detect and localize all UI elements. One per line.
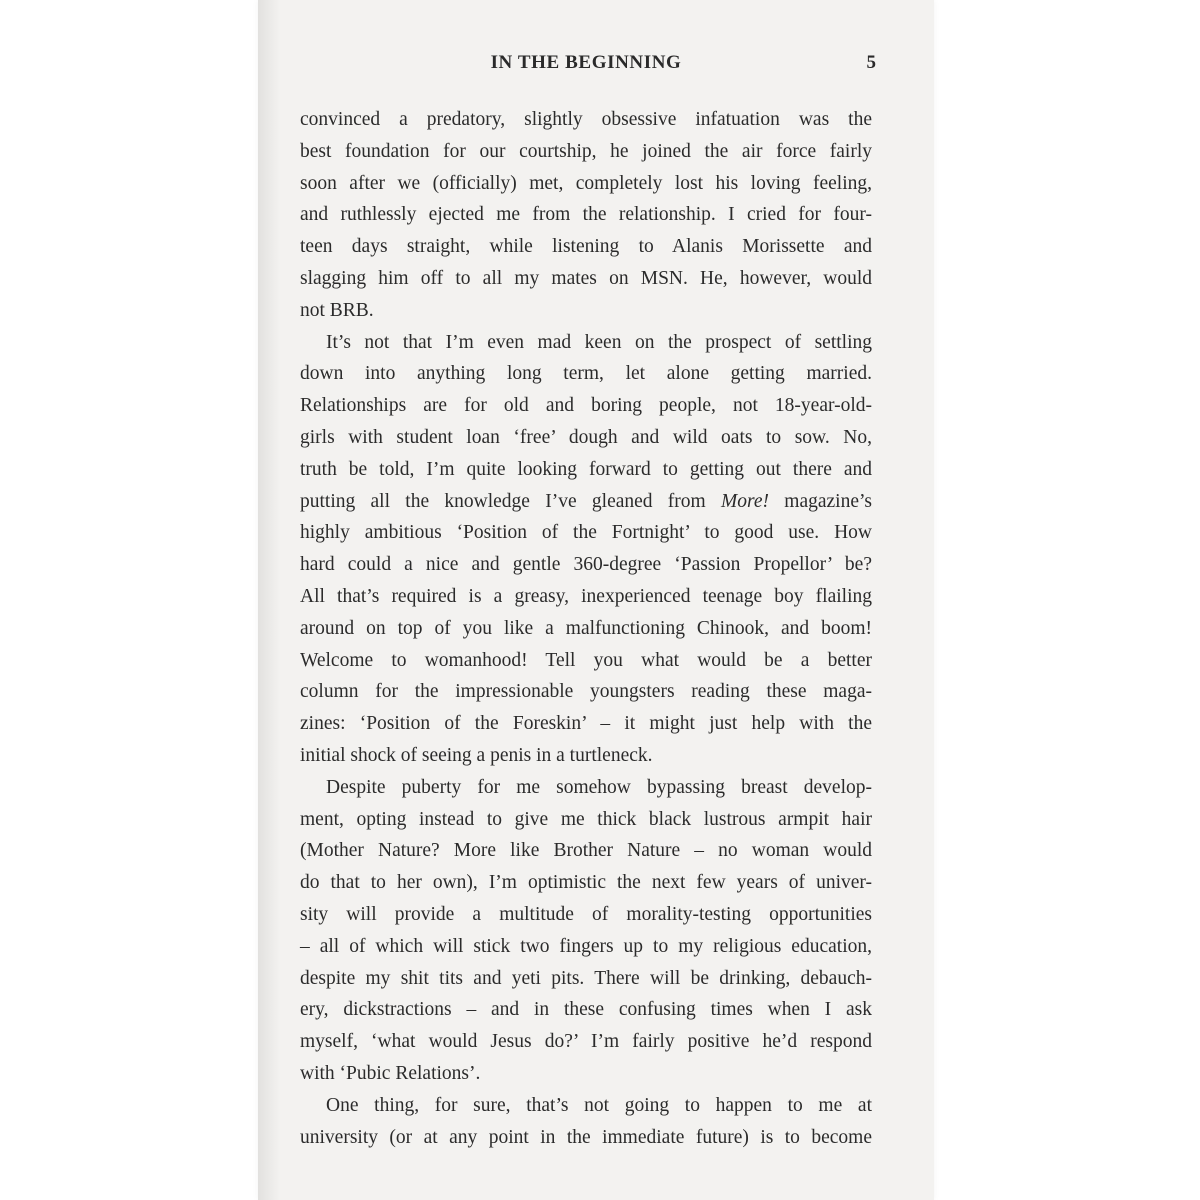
body-text [300,104,872,1153]
text-line: convinced a predatory, slightly obsessive infatuation was the [300,109,872,130]
text-line: truth be told, I’m quite looking forward to getting out there and [300,458,872,480]
text-line: and ruthlessly ejected me from the relationship. I cried for four- [300,204,872,226]
text-line: hard could a nice and gentle 360-degree ‘Passion Propellor’ be? [300,554,872,576]
text-line: not BRB. [300,299,374,321]
text-line: initial shock of seeing a penis in a turtleneck. [300,744,653,766]
text-line: zines: ‘Position of the Foreskin’ – it might just help with the [300,713,872,735]
text-line: soon after we (officially) met, completely lost his loving feeling, [300,172,872,194]
text-line: Despite puberty for me somehow bypassing breast develop- [326,776,872,798]
text-line: slagging him off to all my mates on MSN. He, however, would [300,267,872,289]
book-page [258,0,934,1200]
text-line: university (or at any point in the immediate future) is to become [300,1126,872,1148]
page-gutter-shadow [258,0,280,1200]
text-fragment: putting all the knowledge I’ve gleaned from [300,490,721,512]
text-line: Relationships are for old and boring people, not 18-year-old- [300,395,872,417]
text-line: teen days straight, while listening to Alanis Morissette and [300,236,872,258]
text-line: highly ambitious ‘Position of the Fortnight’ to good use. How [300,522,872,544]
text-line: around on top of you like a malfunctioning Chinook, and boom! [300,617,872,639]
text-line: myself, ‘what would Jesus do?’ I’m fairly positive he’d respond [300,1031,872,1053]
text-line: It’s not that I’m even mad keen on the prospect of settling [326,331,872,353]
paragraph [300,104,872,327]
text-line: best foundation for our courtship, he joined the air force fairly [300,140,872,162]
text-line: down into anything long term, let alone getting married. [300,363,872,385]
text-line: despite my shit tits and yeti pits. There will be drinking, debauch- [300,967,872,989]
paragraph [300,327,872,772]
text-line: – all of which will stick two fingers up to my religious education, [300,935,872,957]
text-line: girls with student loan ‘free’ dough and wild oats to sow. No, [300,426,872,448]
text-fragment: magazine’s [769,490,872,512]
text-line: column for the impressionable youngsters reading these maga- [300,681,872,703]
text-line-with-italic [300,486,872,518]
paragraph [300,1090,872,1154]
magazine-title-italic: More! [720,490,769,512]
paragraph [300,772,872,1090]
running-head [300,52,876,80]
text-line: sity will provide a multitude of morality-testing opportunities [300,903,872,925]
text-line: with ‘Pubic Relations’. [300,1062,481,1084]
text-line: ment, opting instead to give me thick black lustrous armpit hair [300,808,872,830]
text-line: All that’s required is a greasy, inexperienced teenage boy flailing [300,585,872,607]
text-line: (Mother Nature? More like Brother Nature – no woman would [300,840,872,862]
text-line: do that to her own), I’m optimistic the next few years of univer- [300,872,872,894]
page-number: 5 [866,52,876,73]
text-line: ery, dickstractions – and in these confusing times when I ask [300,999,872,1021]
chapter-title: IN THE BEGINNING [490,52,682,73]
text-line: Welcome to womanhood! Tell you what would be a better [300,649,872,671]
text-line: One thing, for sure, that’s not going to happen to me at [326,1094,872,1116]
